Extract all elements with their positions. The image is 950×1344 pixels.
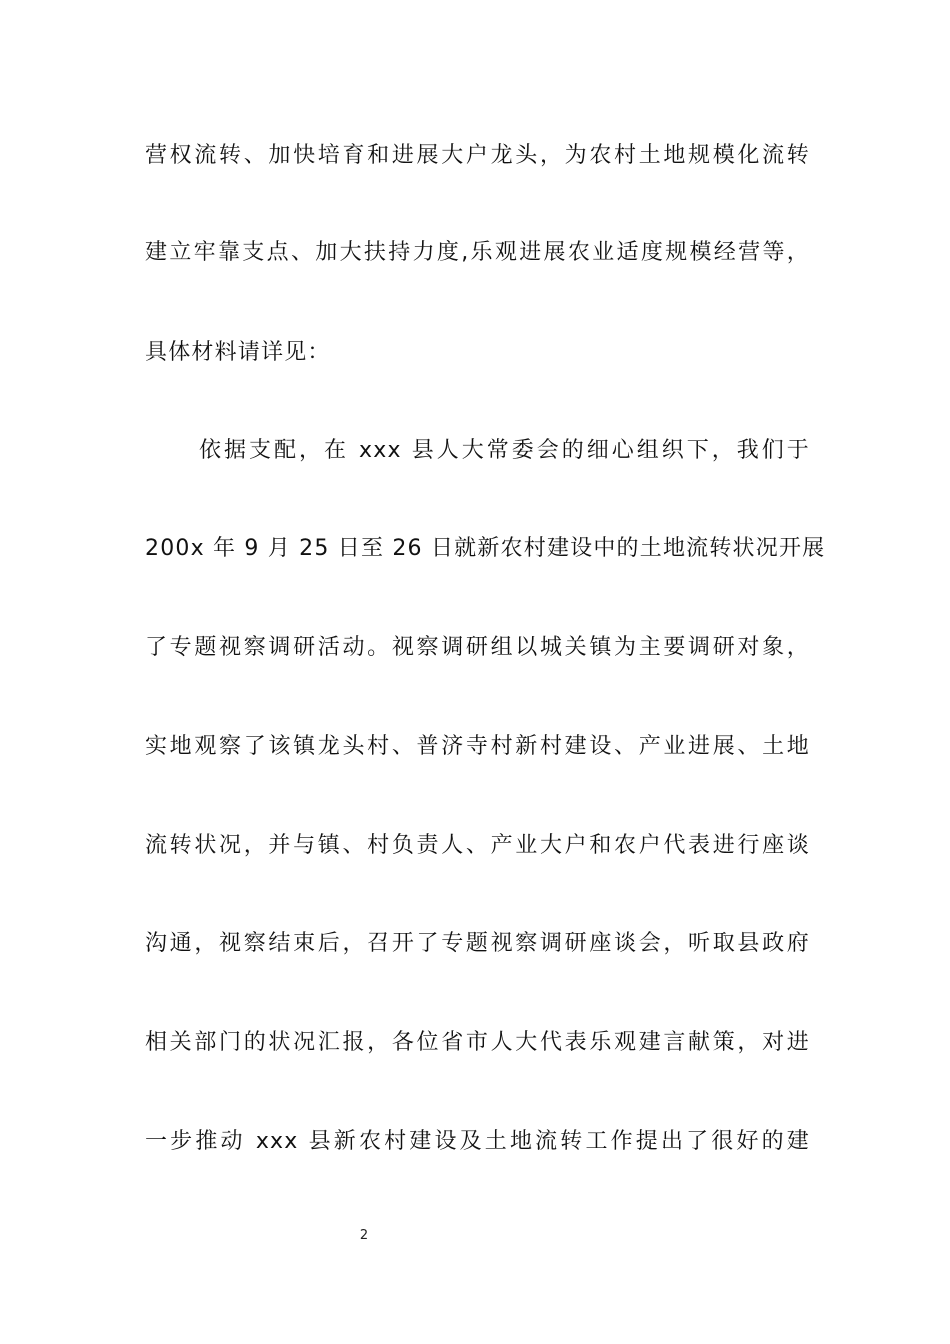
text-line-2: 建立牢靠支点、加大扶持力度,乐观进展农业适度规模经营等， (145, 240, 810, 265)
text-line-10: 相关部门的状况汇报，各位省市人大代表乐观建言献策，对进 (145, 1030, 810, 1055)
text-line-8: 流转状况，并与镇、村负责人、产业大户和农户代表进行座谈 (145, 833, 810, 858)
text-line-6: 了专题视察调研活动。视察调研组以城关镇为主要调研对象， (145, 635, 810, 660)
text-line-7: 实地观察了该镇龙头村、普济寺村新村建设、产业进展、土地 (145, 734, 810, 759)
page-number: 2 (359, 1228, 369, 1243)
text-line-3: 具体材料请详见： (145, 340, 331, 365)
text-line-9: 沟通，视察结束后，召开了专题视察调研座谈会，听取县政府 (145, 931, 810, 956)
text-line-11: 一步推动 xxx 县新农村建设及土地流转工作提出了很好的建 (145, 1129, 810, 1154)
paragraph-first-line: 依据支配，在 xxx 县人大常委会的细心组织下，我们于 (199, 438, 810, 463)
text-line-1: 营权流转、加快培育和进展大户龙头，为农村土地规模化流转 (145, 143, 810, 168)
text-line-5: 200x 年 9 月 25 日至 26 日就新农村建设中的土地流转状况开展 (145, 536, 826, 561)
